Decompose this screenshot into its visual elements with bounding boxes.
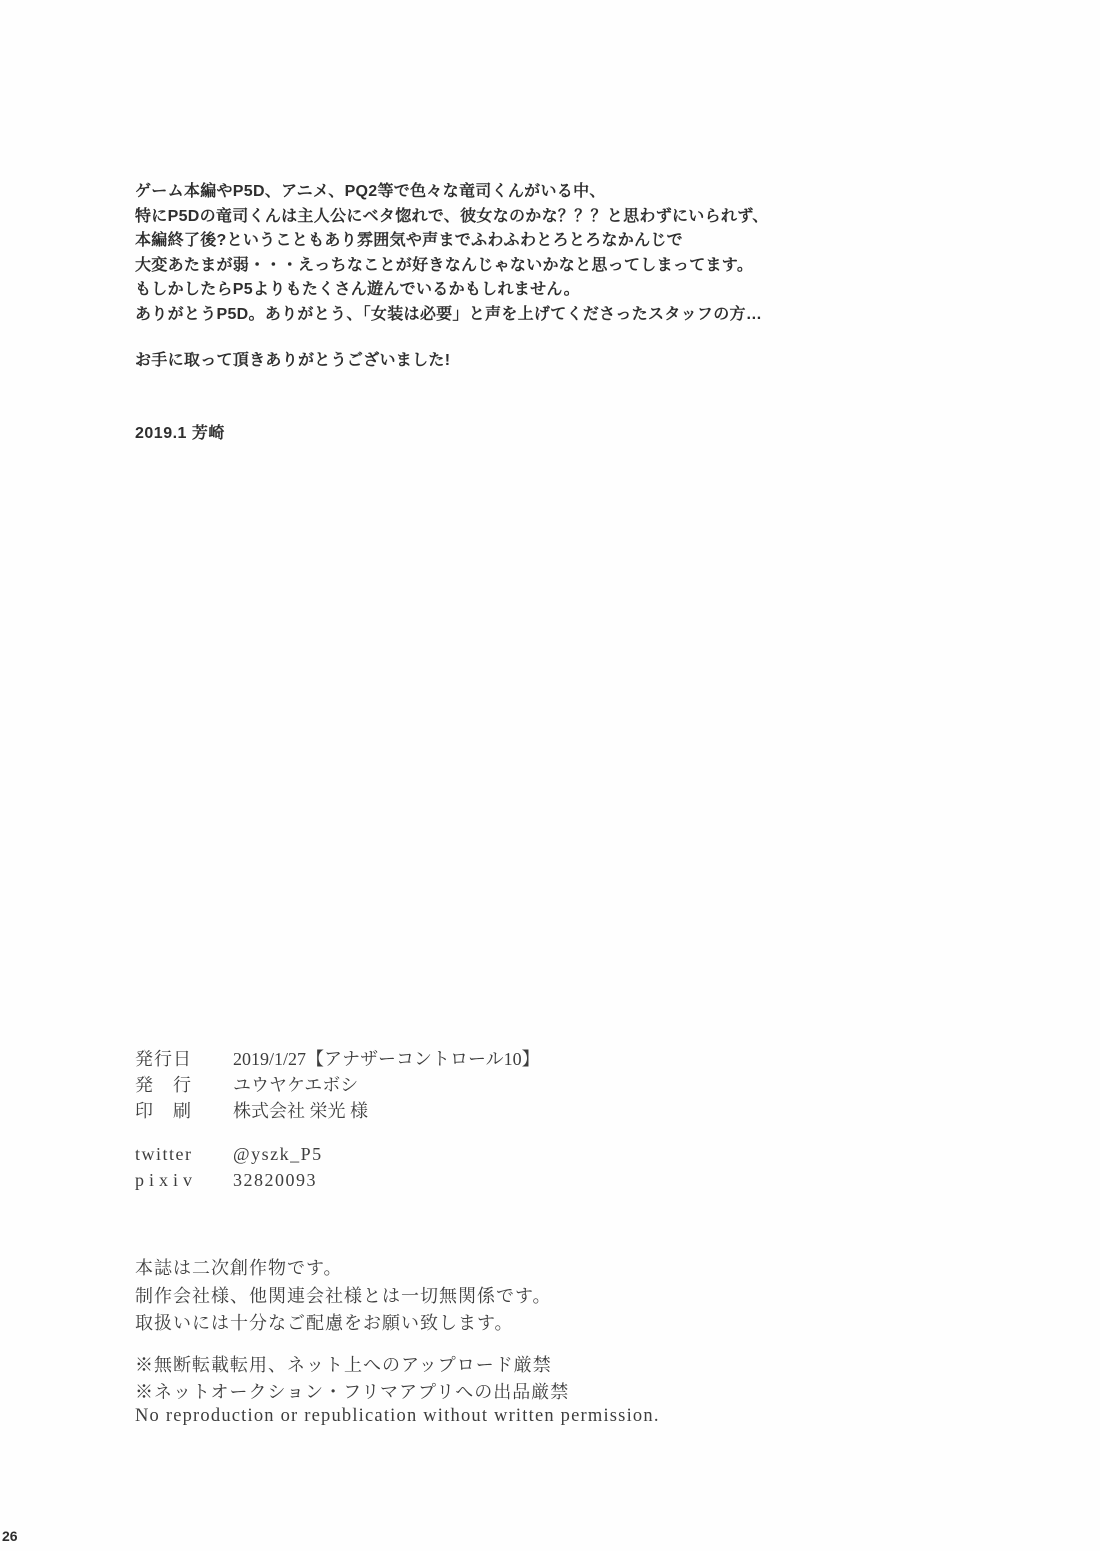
afterword-line: 特にP5Dの竜司くんは主人公にベタ惚れで、彼女なのかな？？？と思わずにいられず、: [135, 207, 769, 225]
colophon-row-publication-date: [135, 1046, 540, 1072]
afterword-line: 大変あたまが弱・・・えっちなことが好きなんじゃないかなと思ってしまってます。: [135, 256, 754, 274]
prohibition-line: ※無断転載転用、ネット上へのアップロード厳禁: [135, 1355, 552, 1375]
signature-date: 2019.1 芳崎: [135, 425, 225, 442]
disclaimer-block: [135, 1255, 552, 1338]
afterword-paragraph: [135, 180, 769, 327]
pixiv-row: [135, 1167, 323, 1193]
afterword-line: 本編終了後?ということもあり雰囲気や声までふわふわとろとろなかんじで: [135, 232, 683, 249]
pixiv-label: pixiv: [135, 1170, 198, 1190]
twitter-row: [135, 1141, 323, 1167]
disclaimer-line: 制作会社様、他関連会社様とは一切無関係です。: [135, 1285, 552, 1306]
twitter-label: twitter: [135, 1144, 193, 1164]
colophon-label: 発行日: [135, 1049, 192, 1069]
page-number: 26: [2, 1528, 18, 1544]
colophon-value: 2019/1/27【アナザーコントロール10】: [233, 1049, 540, 1069]
colophon-row-printer: [135, 1098, 540, 1124]
colophon-value: ユウヤケエボシ: [233, 1075, 359, 1095]
prohibition-block: [135, 1352, 569, 1406]
colophon-row-publisher: [135, 1072, 540, 1098]
author-links-block: [135, 1141, 323, 1193]
afterword-line: もしかしたらP5よりもたくさん遊んでいるかもしれません。: [135, 281, 580, 298]
pixiv-id: 32820093: [233, 1170, 317, 1190]
thanks-line: お手に取って頂きありがとうございました!: [135, 352, 451, 369]
afterword-line: ゲーム本編やP5D、アニメ、PQ2等で色々な竜司くんがいる中、: [135, 183, 606, 200]
disclaimer-line: 取扱いには十分なご配慮をお願い致します。: [135, 1313, 514, 1333]
colophon-block: [135, 1046, 540, 1124]
colophon-label: 印 刷: [135, 1101, 192, 1121]
disclaimer-line: 本誌は二次創作物です。: [135, 1258, 343, 1278]
afterword-line: ありがとうP5D。ありがとう、「女装は必要」と声を上げてくださったスタッフの方…: [135, 305, 763, 323]
colophon-label: 発 行: [135, 1075, 192, 1095]
colophon-value: 株式会社 栄光 様: [233, 1101, 368, 1121]
twitter-handle: @yszk_P5: [233, 1144, 323, 1164]
english-copyright-notice: No reproduction or republication without written permission.: [135, 1406, 660, 1426]
prohibition-line: ※ネットオークション・フリマアプリへの出品厳禁: [135, 1382, 570, 1402]
